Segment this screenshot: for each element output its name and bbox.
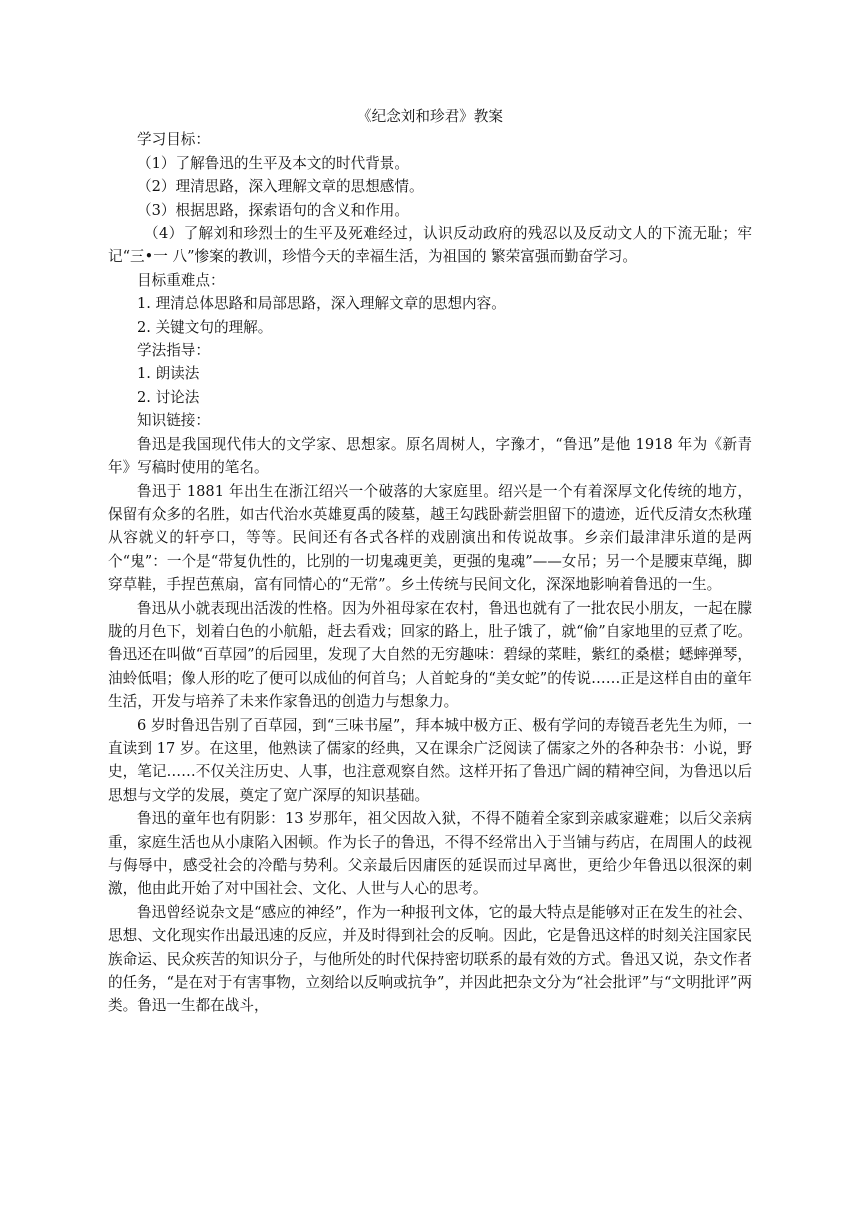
objective-item: （2）理清思路，深入理解文章的思想感情。 bbox=[137, 178, 424, 196]
methods-heading: 学法指导： bbox=[137, 342, 210, 360]
knowledge-paragraph: 鲁迅曾经说杂文是“感应的神经”，作为一种报刊文体，它的最大特点是能够对正在发生的社会、思想、文化现实作出最迅速的反应，并及时得到社会的反响。因此，它是鲁迅这样的时刻关注国家民族命运、民众疾苦的知识分子，与他所处的时代保持密切联系的最有效的方式。鲁迅又说，杂文作者的任务，“是在对于有害事物，立刻给以反响或抗争”，并因此把杂文分为“社会批评”与“文明批评”两类。鲁迅一生都在战斗， bbox=[108, 903, 752, 1015]
knowledge-paragraph: 鲁迅是我国现代伟大的文学家、思想家。原名周树人，字豫才，“鲁迅”是他 1918 年为《新青年》写稿时使用的笔名。 bbox=[108, 435, 752, 477]
objective-item: （3）根据思路，探索语句的含义和作用。 bbox=[137, 201, 409, 219]
difficulties-heading: 目标重难点： bbox=[137, 271, 225, 289]
knowledge-paragraph: 鲁迅于 1881 年出生在浙江绍兴一个破落的大家庭里。绍兴是一个有着深厚文化传统的地方，保留有众多的名胜，如古代治水英雄夏禹的陵墓，越王勾践卧薪尝胆留下的遗迹，近代反清女杰秋瑾从容就义的轩亭口，等等。民间还有各式各样的戏剧演出和传说故事。乡亲们最津津乐道的是两个“鬼”：一个是“带复仇性的，比别的一切鬼魂更美，更强的鬼魂”——女吊；另一个是腰束草绳，脚穿草鞋，手捏芭蕉扇，富有同情心的“无常”。乡土传统与民间文化，深深地影响着鲁迅的一生。 bbox=[108, 482, 752, 594]
objective-item: （1）了解鲁迅的生平及本文的时代背景。 bbox=[137, 154, 409, 172]
knowledge-heading: 知识链接： bbox=[137, 412, 210, 430]
method-item: 2. 讨论法 bbox=[137, 388, 200, 406]
knowledge-paragraph: 6 岁时鲁迅告别了百草园，到“三味书屋”，拜本城中极方正、极有学问的寿镜吾老先生为师，一直读到 17 岁。在这里，他熟读了儒家的经典，又在课余广泛阅读了儒家之外的各种杂书：小说，野史，笔记……不仅关注历史、人事，也注意观察自然。这样开拓了鲁迅广阔的精神空间，为鲁迅以后思想与文学的发展，奠定了宽广深厚的知识基础。 bbox=[108, 716, 752, 804]
objective-item: （4）了解刘和珍烈士的生平及死难经过，认识反动政府的残忍以及反动文人的下流无耻；牢记“三•一 八”惨案的教训，珍惜今天的幸福生活，为祖国的 繁荣富强而勤奋学习。 bbox=[108, 225, 752, 266]
knowledge-paragraph: 鲁迅的童年也有阴影：13 岁那年，祖父因故入狱，不得不随着全家到亲戚家避难；以后父亲病重，家庭生活也从小康陷入困顿。作为长子的鲁迅，不得不经常出入于当铺与药店，在周围人的歧视与侮辱中，感受社会的冷酷与势利。父亲最后因庸医的延误而过早离世，更给少年鲁迅以很深的刺激，他由此开始了对中国社会、文化、人世与人心的思考。 bbox=[108, 810, 752, 898]
document-title: 《纪念刘和珍君》教案 bbox=[357, 108, 503, 125]
objectives-heading: 学习目标： bbox=[137, 131, 210, 149]
difficulty-item: 2. 关键文句的理解。 bbox=[137, 318, 273, 336]
knowledge-paragraph: 鲁迅从小就表现出活泼的性格。因为外祖母家在农村，鲁迅也就有了一批农民小朋友，一起在朦胧的月色下，划着白色的小航船，赶去看戏；回家的路上，肚子饿了，就“偷”自家地里的豆煮了吃。鲁迅还在叫做“百草园”的后园里，发现了大自然的无穷趣味：碧绿的菜畦，紫红的桑椹；蟋蟀弹琴，油蛉低唱；像人形的吃了便可以成仙的何首乌；人首蛇身的“美女蛇”的传说……正是这样自由的童年生活，开发与培养了未来作家鲁迅的创造力与想象力。 bbox=[108, 599, 752, 711]
method-item: 1. 朗读法 bbox=[137, 365, 200, 383]
difficulty-item: 1. 理清总体思路和局部思路，深入理解文章的思想内容。 bbox=[137, 295, 506, 313]
document-body bbox=[108, 105, 752, 1018]
